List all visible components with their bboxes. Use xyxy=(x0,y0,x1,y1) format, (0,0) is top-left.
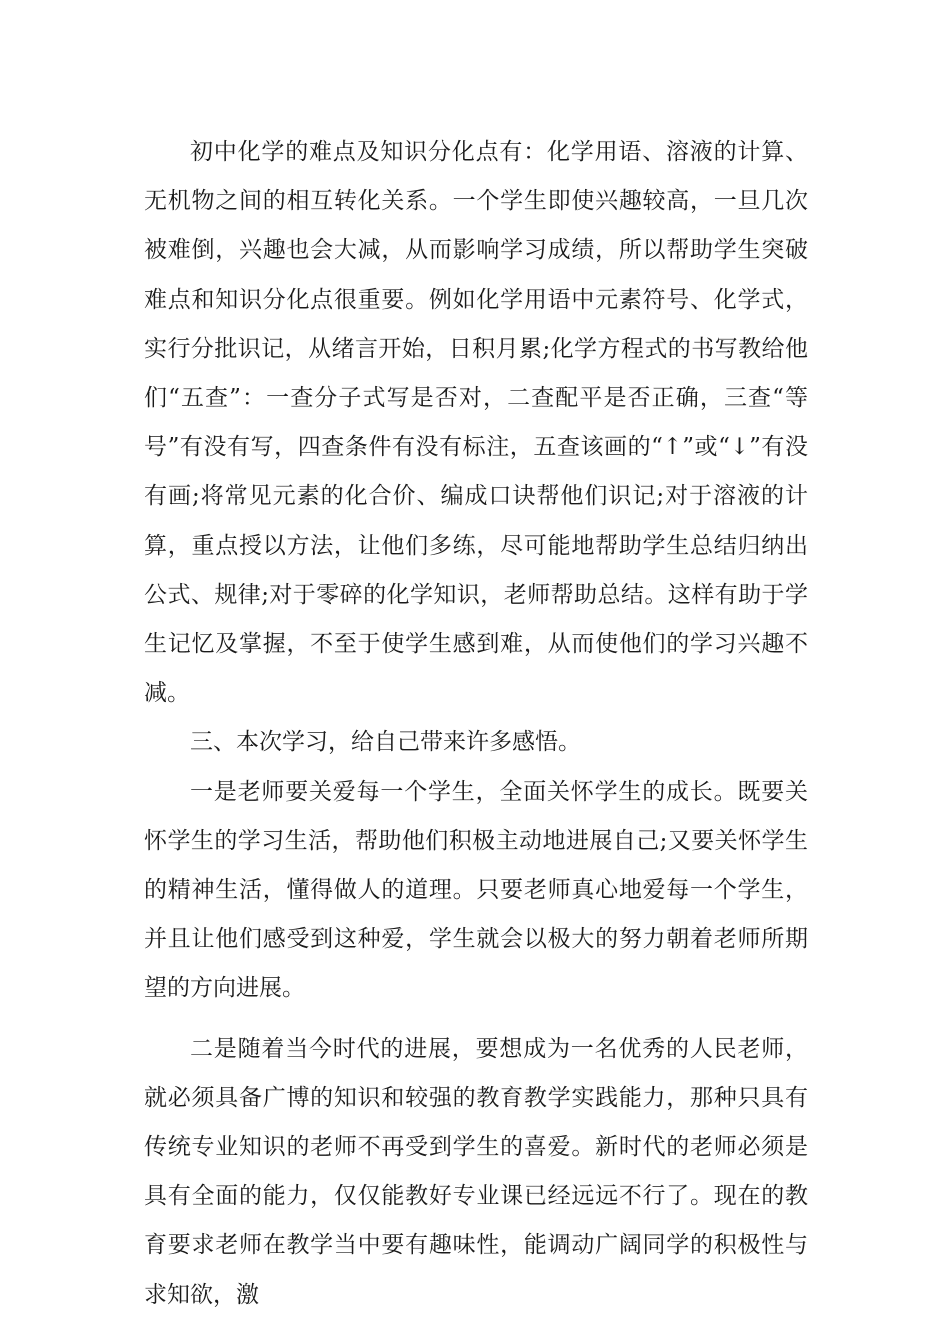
paragraph-teacher-abilities: 二是随着当今时代的进展，要想成为一名优秀的人民老师，就必须具备广博的知识和较强的教育教学实践能力，那种只具有传统专业知识的老师不再受到学生的喜爱。新时代的老师必须是具有全面的能力，仅仅能教好专业课已经远远不行了。现在的教育要求老师在教学当中要有趣味性，能调动广阔同学的积极性与求知欲，激 xyxy=(144,1035,808,1308)
paragraph-section-three-heading: 三、本次学习，给自己带来许多感悟。 xyxy=(190,729,581,756)
paragraph-care-for-students: 一是老师要关爱每一个学生，全面关怀学生的成长。既要关怀学生的学习生活，帮助他们积极主动地进展自己;又要关怀学生的精神生活，懂得做人的道理。只要老师真心地爱每一个学生，并且让他们感受到这种爱，学生就会以极大的努力朝着老师所期望的方向进展。 xyxy=(144,778,808,1002)
document-body xyxy=(144,128,808,1320)
paragraph-chemistry-difficulties: 初中化学的难点及知识分化点有：化学用语、溶液的计算、无机物之间的相互转化关系。一个学生即使兴趣较高，一旦几次被难倒，兴趣也会大减，从而影响学习成绩，所以帮助学生突破难点和知识分化点很重要。例如化学用语中元素符号、化学式，实行分批识记，从绪言开始，日积月累;化学方程式的书写教给他们“五查”：一查分子式写是否对，二查配平是否正确，三查“等号”有没有写，四查条件有没有标注，五查该画的“↑”或“↓”有没有画;将常见元素的化合价、编成口诀帮他们识记;对于溶液的计算，重点授以方法，让他们多练，尽可能地帮助学生总结归纳出公式、规律;对于零碎的化学知识，老师帮助总结。这样有助于学生记忆及掌握，不至于使学生感到难，从而使他们的学习兴趣不减。 xyxy=(144,139,808,707)
